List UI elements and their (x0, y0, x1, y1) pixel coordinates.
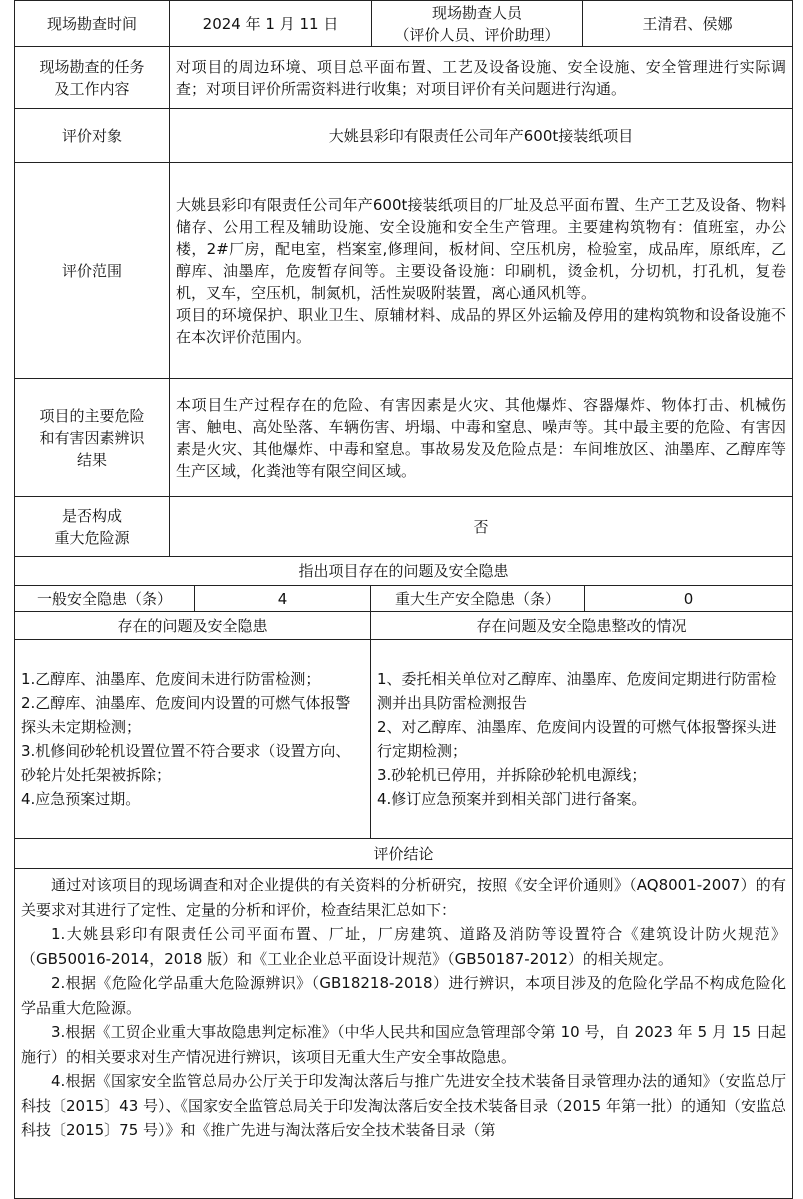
conclusion-item: 2.根据《危险化学品重大危险源辨识》（GB18218-2018）进行辨识，本项目涉及的危险化学品不构成危险化学品重大危险源。 (21, 974, 786, 1017)
problem-item: 2.乙醇库、油墨库、危废间内设置的可燃气体报警探头未定期检测； (21, 694, 351, 736)
rectification-item: 1、委托相关单位对乙醇库、油墨库、危废间定期进行防雷检测并出具防雷检测报告 (377, 670, 777, 712)
problems-list (15, 640, 371, 839)
issues-headers-row (15, 612, 793, 640)
object-row (15, 109, 793, 163)
rectification-item: 2、对乙醇库、油墨库、危废间内设置的可燃气体报警探头进行定期检测； (377, 718, 777, 760)
issues-content-row (15, 640, 793, 839)
major-hazard-row (15, 497, 793, 557)
survey-time-row (15, 1, 793, 47)
major-hazard-count-label: 重大生产安全隐患（条） (371, 586, 585, 612)
tasks-label (15, 47, 170, 109)
general-hazard-count: 4 (195, 586, 371, 612)
conclusion-title-row (15, 839, 793, 869)
hazards-label-line3: 结果 (76, 450, 107, 469)
tasks-label-line1: 现场勘查的任务 (39, 57, 145, 76)
conclusion-intro: 通过对该项目的现场调查和对企业提供的有关资料的分析研究，按照《安全评价通则》（AQ8001-2007）的有关要求对其进行了定性、定量的分析和评价，检查结果汇总如下： (21, 876, 786, 919)
major-hazard-count: 0 (585, 586, 793, 612)
conclusion-table (14, 838, 793, 1199)
problems-header: 存在的问题及安全隐患 (15, 612, 371, 640)
rectification-header: 存在问题及安全隐患整改的情况 (371, 612, 793, 640)
rectification-list (371, 640, 793, 839)
issues-title-row (15, 557, 793, 586)
conclusion-body-row (15, 869, 793, 1199)
major-hazard-label (15, 497, 170, 557)
hazards-label (15, 379, 170, 497)
conclusion-body (15, 869, 793, 1199)
problem-item: 3.机修间砂轮机设置位置不符合要求（设置方向、砂轮片处托架被拆除； (21, 742, 351, 784)
tasks-label-line2: 及工作内容 (54, 79, 130, 98)
rectification-item: 3.砂轮机已停用，并拆除砂轮机电源线； (377, 766, 647, 784)
general-hazard-label: 一般安全隐患（条） (15, 586, 195, 612)
scope-paragraph-2: 项目的环境保护、职业卫生、原辅材料、成品的界区外运输及停用的建构筑物和设备设施不在本次评价范围内。 (176, 305, 786, 346)
survey-info-table (14, 0, 793, 557)
survey-time-value: 2024 年 1 月 11 日 (170, 1, 372, 47)
scope-label: 评价范围 (15, 163, 170, 379)
object-label: 评价对象 (15, 109, 170, 163)
major-hazard-value: 否 (170, 497, 793, 557)
survey-time-label: 现场勘查时间 (15, 1, 170, 47)
conclusion-title: 评价结论 (15, 839, 793, 869)
hazards-label-line2: 和有害因素辨识 (39, 428, 145, 447)
problem-item: 1.乙醇库、油墨库、危废间未进行防雷检测； (21, 670, 321, 688)
major-hazard-label-line1: 是否构成 (61, 506, 122, 525)
issues-table (14, 556, 793, 839)
conclusion-item: 4.根据《国家安全监管总局办公厅关于印发淘汰落后与推广先进安全技术装备目录管理办法的通知》（安监总厅科技〔2015〕43 号）、《国家安全监管总局关于印发淘汰落后安全技术装备目录（2015 年第一批）的通知（安监总科技〔2015〕75 号）》和《推广先进与淘汰落后安全技术装备目录（第 (21, 1072, 786, 1139)
scope-paragraph-1: 大姚县彩印有限责任公司年产600t接装纸项目的厂址及总平面布置、生产工艺及设备、物料储存、公用工程及辅助设施、安全设施和安全生产管理。主要建构筑物有：值班室，办公楼，2#厂房，配电室，档案室,修理间，板材间、空压机房，检验室，成品库，原纸库，乙醇库、油墨库，危废暂存间等。主要设备设施：印刷机，烫金机，分切机，打孔机，复卷机，叉车，空压机，制氮机，活性炭吸附装置，离心通风机等。 (176, 195, 786, 302)
conclusion-item: 1.大姚县彩印有限责任公司平面布置、厂址，厂房建筑、道路及消防等设置符合《建筑设计防火规范》（GB50016-2014，2018 版）和《工业企业总平面设计规范》（GB50187-2012）的相关规定。 (21, 925, 786, 968)
conclusion-item: 3.根据《工贸企业重大事故隐患判定标准》（中华人民共和国应急管理部令第 10 号，自 2023 年 5 月 15 日起施行）的相关要求对生产情况进行辨识，该项目无重大生产安全事故隐患。 (21, 1023, 786, 1066)
tasks-content: 对项目的周边环境、项目总平面布置、工艺及设备设施、安全设施、安全管理进行实际调查；对项目评价所需资料进行收集；对项目评价有关问题进行沟通。 (170, 47, 793, 109)
surveyors-label (372, 1, 583, 47)
hazards-content: 本项目生产过程存在的危险、有害因素是火灾、其他爆炸、容器爆炸、物体打击、机械伤害、触电、高处坠落、车辆伤害、坍塌、中毒和窒息、噪声等。其中最主要的危险、有害因素是火灾、其他爆炸、中毒和窒息。事故易发及危险点是：车间堆放区、油墨库、乙醇库等生产区域，化粪池等有限空间区域。 (170, 379, 793, 497)
rectification-item: 4.修订应急预案并到相关部门进行备案。 (377, 790, 647, 808)
scope-row (15, 163, 793, 379)
hazards-label-line1: 项目的主要危险 (39, 406, 145, 425)
hazards-row (15, 379, 793, 497)
hazard-count-row (15, 586, 793, 612)
issues-section-title: 指出项目存在的问题及安全隐患 (15, 557, 793, 586)
scope-content (170, 163, 793, 379)
major-hazard-label-line2: 重大危险源 (54, 528, 130, 547)
surveyors-value: 王清君、侯娜 (583, 1, 793, 47)
tasks-row (15, 47, 793, 109)
problem-item: 4.应急预案过期。 (21, 790, 141, 808)
surveyors-label-line1: 现场勘查人员 (431, 3, 522, 22)
object-value: 大姚县彩印有限责任公司年产600t接装纸项目 (170, 109, 793, 163)
surveyors-label-line2: （评价人员、评价助理） (394, 25, 560, 44)
